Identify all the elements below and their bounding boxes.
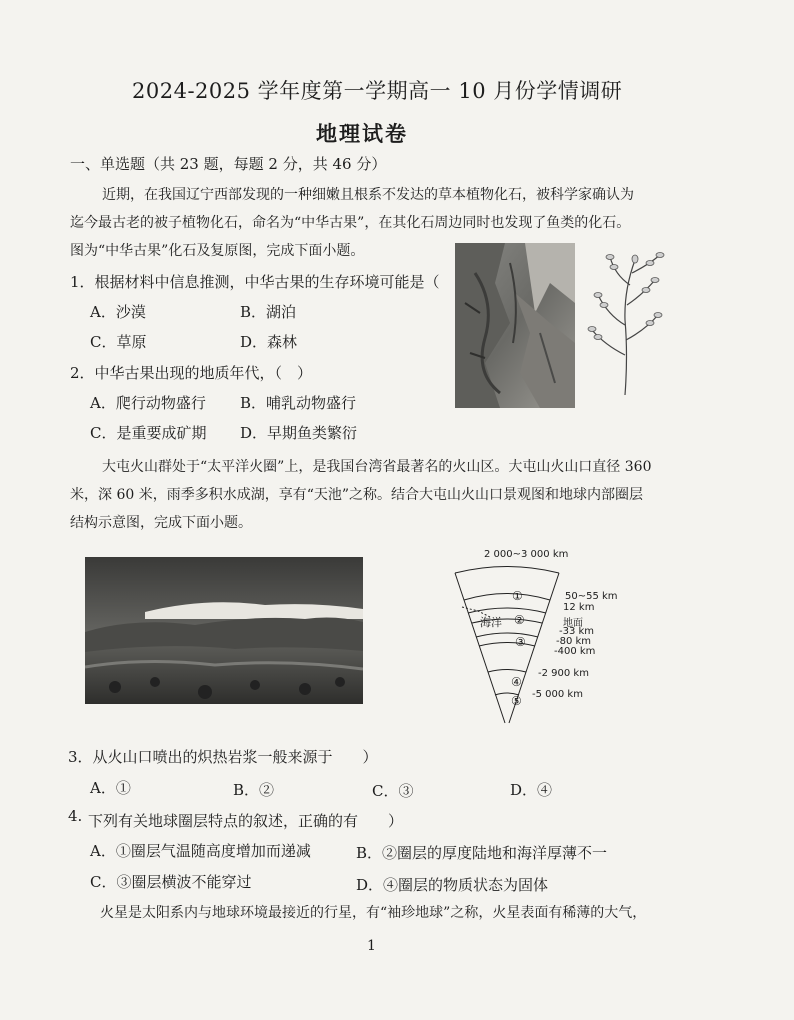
depth-label: -400 km bbox=[554, 646, 596, 657]
intro-line: 近期，在我国辽宁西部发现的一种细嫩且根系不发达的草本植物化石，被科学家确认为 bbox=[102, 187, 634, 203]
depth-label: 50~55 km bbox=[565, 591, 618, 602]
question-2-option-b: B．哺乳动物盛行 bbox=[240, 394, 357, 412]
question-1-option-c: C．草原 bbox=[90, 333, 147, 351]
depth-label: -33 km bbox=[559, 626, 595, 637]
exam-subject: 地理试卷 bbox=[316, 121, 408, 146]
exam-title: 2024-2025 学年度第一学期高一 10 月份学情调研 bbox=[132, 79, 623, 103]
outer-arc bbox=[455, 567, 559, 574]
diagram-layer-1: ① bbox=[512, 589, 523, 603]
diagram-layer-2: ② bbox=[514, 613, 525, 627]
depth-label: 地面 bbox=[563, 618, 583, 629]
intro-line: 迄今最古老的被子植物化石，命名为“中华古果”，在其化石周边同时也发现了鱼类的化石。 bbox=[70, 215, 631, 231]
question-2-option-a: A．爬行动物盛行 bbox=[90, 394, 206, 412]
question-4-number: 4. bbox=[68, 807, 83, 825]
earth-layers-diagram bbox=[450, 545, 620, 735]
page-number: 1 bbox=[367, 938, 376, 954]
question-2-stem: 2．中华古果出现的地质年代，（ ） bbox=[70, 364, 313, 382]
question-1-option-a: A．沙漠 bbox=[90, 303, 146, 321]
question-1-option-b: B．湖泊 bbox=[240, 303, 297, 321]
question-3-option-b: B．② bbox=[233, 781, 275, 799]
diagram-layer-5: ⑤ bbox=[511, 694, 522, 708]
question-4-option-b: B．②圈层的厚度陆地和海洋厚薄不一 bbox=[356, 844, 608, 862]
question-3-option-a: A．① bbox=[90, 779, 131, 797]
depth-label: -2 900 km bbox=[538, 668, 589, 679]
question-1-stem: 1．根据材料中信息推测，中华古果的生存环境可能是（ bbox=[70, 273, 440, 291]
depth-label: -5 000 km bbox=[532, 689, 583, 700]
intro-line: 结构示意图，完成下面小题。 bbox=[70, 515, 252, 531]
question-3-option-d: D．④ bbox=[510, 781, 553, 799]
intro-line: 火星是太阳系内与地球环境最接近的行星，有“袖珍地球”之称，火星表面有稀薄的大气， bbox=[100, 905, 647, 921]
intro-line: 大屯火山群处于“太平洋火圈”上，是我国台湾省最著名的火山区。大屯山火山口直径 360 bbox=[102, 459, 652, 475]
depth-label: -80 km bbox=[556, 636, 592, 647]
depth-label: 12 km bbox=[563, 602, 595, 613]
question-4-stem: 下列有关地球圈层特点的叙述，正确的有 ） bbox=[88, 812, 404, 830]
intro-line: 米，深 60 米，雨季多积水成湖，享有“天池”之称。结合大屯山火山口景观图和地球内部圈层 bbox=[70, 487, 644, 503]
question-3-option-c: C．③ bbox=[372, 782, 414, 800]
question-4-option-d: D．④圈层的物质状态为固体 bbox=[356, 876, 549, 894]
question-1-option-d: D．森林 bbox=[240, 333, 298, 351]
diagram-top-label: 2 000~3 000 km bbox=[484, 549, 569, 560]
diagram-layer-4: ④ bbox=[511, 675, 522, 689]
question-2-option-d: D．早期鱼类繁衍 bbox=[240, 424, 358, 442]
question-4-option-c: C．③圈层横波不能穿过 bbox=[90, 873, 252, 891]
fossil-photo bbox=[455, 243, 575, 408]
plant-reconstruction-drawing bbox=[580, 245, 675, 395]
question-3-stem: 3．从火山口喷出的炽热岩浆一般来源于 ） bbox=[68, 748, 378, 766]
diagram-layer-3: ③ bbox=[515, 635, 526, 649]
section-heading: 一、单选题（共 23 题，每题 2 分，共 46 分） bbox=[70, 155, 387, 173]
volcano-crater-photo bbox=[85, 557, 363, 704]
diagram-ocean-label: 海洋 bbox=[480, 616, 502, 629]
question-2-option-c: C．是重要成矿期 bbox=[90, 424, 207, 442]
question-4-option-a: A．①圈层气温随高度增加而递减 bbox=[90, 842, 311, 860]
intro-line: 图为“中华古果”化石及复原图，完成下面小题。 bbox=[70, 243, 365, 259]
